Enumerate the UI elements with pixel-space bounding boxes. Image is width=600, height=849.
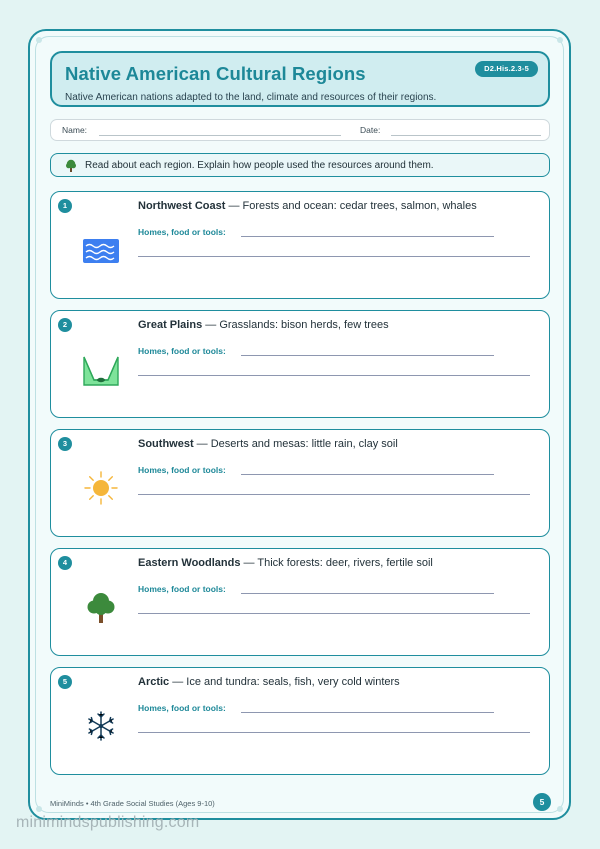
answer-line[interactable] <box>241 474 494 475</box>
region-description: — Deserts and mesas: little rain, clay soil <box>193 438 398 450</box>
region-heading <box>138 319 389 331</box>
answer-prompt: Homes, food or tools: <box>138 346 226 356</box>
tree-icon <box>81 587 121 627</box>
region-name: Great Plains <box>138 319 203 331</box>
name-field[interactable] <box>99 135 341 136</box>
region-heading <box>138 557 433 569</box>
answer-prompt: Homes, food or tools: <box>138 584 226 594</box>
region-card <box>50 310 550 418</box>
region-description: — Ice and tundra: seals, fish, very cold winters <box>169 676 400 688</box>
answer-line[interactable] <box>241 593 494 594</box>
answer-line[interactable] <box>138 732 530 733</box>
title-box <box>50 51 550 107</box>
corner-dot <box>557 806 563 812</box>
corner-dot <box>557 37 563 43</box>
page-title: Native American Cultural Regions <box>65 63 366 84</box>
page-number-badge: 5 <box>533 793 551 811</box>
water-waves-icon <box>81 230 121 270</box>
answer-line[interactable] <box>138 613 530 614</box>
answer-prompt: Homes, food or tools: <box>138 465 226 475</box>
region-name: Southwest <box>138 438 194 450</box>
answer-line[interactable] <box>138 375 530 376</box>
name-date-row <box>50 119 550 141</box>
region-description: — Thick forests: deer, rivers, fertile soil <box>240 557 433 569</box>
region-name: Eastern Woodlands <box>138 557 241 569</box>
publisher-watermark: minimindspublishing.com <box>16 814 200 831</box>
date-label: Date: <box>360 125 381 135</box>
valley-icon <box>81 349 121 389</box>
region-description: — Forests and ocean: cedar trees, salmon, whales <box>225 200 477 212</box>
worksheet-page <box>28 29 571 820</box>
region-name: Northwest Coast <box>138 200 226 212</box>
region-number-badge: 1 <box>58 199 72 213</box>
date-field[interactable] <box>391 135 541 136</box>
region-description: — Grasslands: bison herds, few trees <box>202 319 389 331</box>
sun-icon <box>81 468 121 508</box>
snowflake-icon <box>81 706 121 746</box>
region-number-badge: 4 <box>58 556 72 570</box>
answer-prompt: Homes, food or tools: <box>138 227 226 237</box>
region-card <box>50 429 550 537</box>
answer-line[interactable] <box>241 236 494 237</box>
region-heading <box>138 438 398 450</box>
answer-line[interactable] <box>138 256 530 257</box>
footer-text: MiniMinds • 4th Grade Social Studies (Ages 9-10) <box>50 799 215 808</box>
name-label: Name: <box>62 125 88 135</box>
instructions-text: Read about each region. Explain how people used the resources around them. <box>85 160 434 171</box>
region-card <box>50 667 550 775</box>
corner-dot <box>36 37 42 43</box>
region-number-badge: 5 <box>58 675 72 689</box>
tree-icon <box>65 159 77 172</box>
page-subtitle: Native American nations adapted to the land, climate and resources of their regions. <box>65 92 437 103</box>
region-heading <box>138 200 477 212</box>
answer-line[interactable] <box>138 494 530 495</box>
answer-line[interactable] <box>241 712 494 713</box>
region-number-badge: 2 <box>58 318 72 332</box>
region-heading <box>138 676 400 688</box>
region-card <box>50 548 550 656</box>
standard-badge: D2.His.2.3-5 <box>475 61 538 77</box>
answer-prompt: Homes, food or tools: <box>138 703 226 713</box>
region-number-badge: 3 <box>58 437 72 451</box>
corner-dot <box>36 806 42 812</box>
region-name: Arctic <box>138 676 170 688</box>
instructions-box <box>50 153 550 177</box>
region-card <box>50 191 550 299</box>
answer-line[interactable] <box>241 355 494 356</box>
